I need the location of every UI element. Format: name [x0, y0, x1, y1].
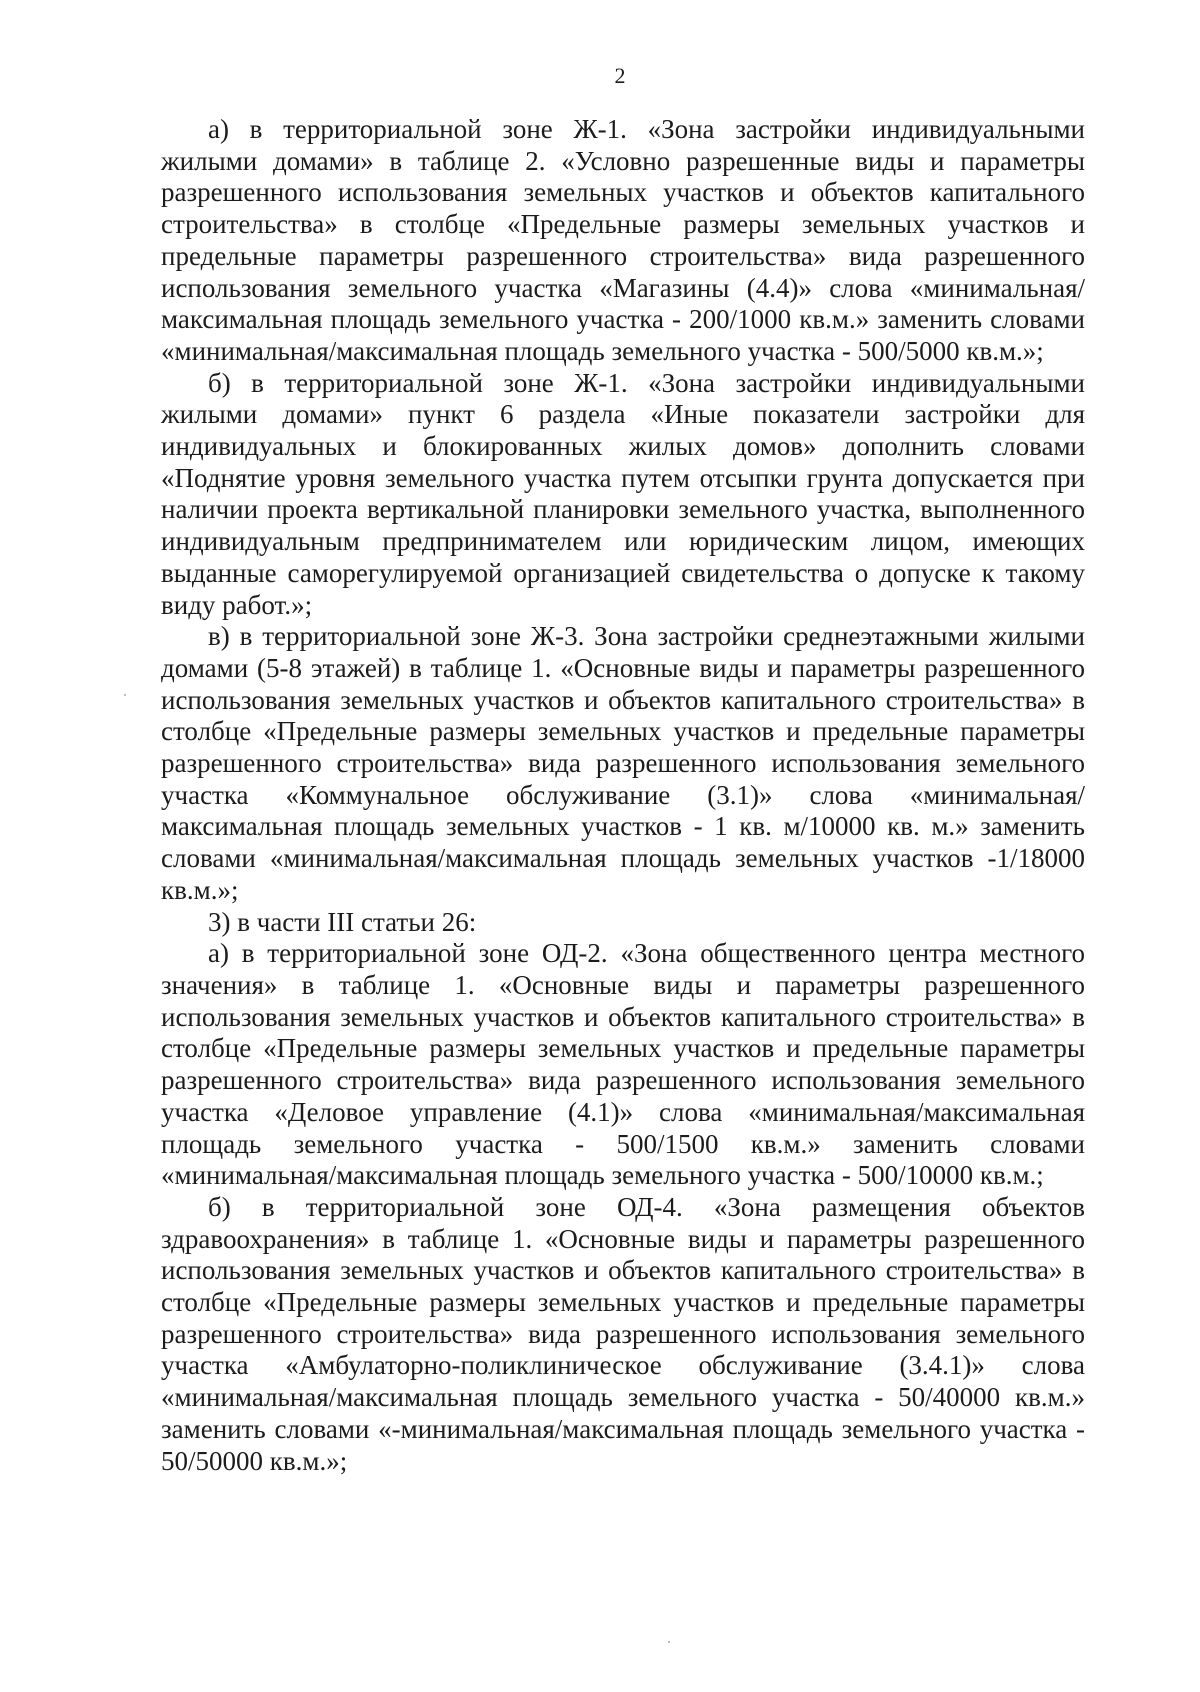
document-body: [161, 114, 1085, 1477]
scan-speck-bottom: [668, 1641, 670, 1643]
paragraph-3-article-26: 3) в части III статьи 26:: [208, 906, 477, 937]
paragraph-a-zone-od2-business: а) в территориальной зоне ОД-2. «Зона общественного центра местного значения» в таблице 1. «Основные виды и параметры разрешенного использования земельных участков и объектов капитального строительства» в столбце «Предельные размеры земельных участков и предельные параметры разрешенного строительства» вида разрешенного использования земельного участка «Деловое управление (4.1)» слова «минимальная/максимальная площадь земельного участка - 500/1500 кв.м.» заменить словами «минимальная/максимальная площадь земельного участка - 500/10000 кв.м.;: [161, 938, 1085, 1191]
page-number: 2: [614, 63, 626, 88]
paragraph-b-zone-zh1-soil-fill: б) в территориальной зоне Ж-1. «Зона застройки индивидуальными жилыми домами» пункт 6 раздела «Иные показатели застройки для индивидуальных и блокированных жилых домов» дополнить словами «Поднятие уровня земельного участка путем отсыпки грунта допускается при наличии проекта вертикальной планировки земельного участка, выполненного индивидуальным предпринимателем или юридическим лицом, имеющих выданные саморегулируемой организацией свидетельства о допуске к такому виду работ.»;: [161, 367, 1085, 620]
paragraph-b-zone-od4-clinic: б) в территориальной зоне ОД-4. «Зона размещения объектов здравоохранения» в таблице 1. «Основные виды и параметры разрешенного использования земельных участков и объектов капитального строительства» в столбце «Предельные размеры земельных участков и предельные параметры разрешенного строительства» вида разрешенного использования земельного участка «Амбулаторно-поликлиническое обслуживание (3.4.1)» слова «минимальная/максимальная площадь земельного участка - 50/40000 кв.м.» заменить словами «-минимальная/максимальная площадь земельного участка - 50/50000 кв.м.»;: [161, 1191, 1085, 1476]
paragraph-a-zone-zh1-shops: а) в территориальной зоне Ж-1. «Зона застройки индивидуальными жилыми домами» в таблице 2. «Условно разрешенные виды и параметры разрешенного использования земельных участков и объектов капитального строительства» в столбце «Предельные размеры земельных участков и предельные параметры разрешенного строительства» вида разрешенного использования земельного участка «Магазины (4.4)» слова «минимальная/максимальная площадь земельного участка - 200/1000 кв.м.» заменить словами «минимальная/максимальная площадь земельного участка - 500/5000 кв.м.»;: [161, 114, 1085, 366]
paragraph-v-zone-zh3-communal: в) в территориальной зоне Ж-3. Зона застройки среднеэтажными жилыми домами (5-8 этажей) в таблице 1. «Основные виды и параметры разрешенного использования земельных участков и объектов капитального строительства» в столбце «Предельные размеры земельных участков и предельные параметры разрешенного строительства» вида разрешенного использования земельного участка «Коммунальное обслуживание (3.1)» слова «минимальная/максимальная площадь земельных участков - 1 кв. м/10000 кв. м.» заменить словами «минимальная/максимальная площадь земельных участков -1/18000 кв.м.»;: [161, 621, 1085, 905]
scan-speck-left: [124, 694, 126, 696]
